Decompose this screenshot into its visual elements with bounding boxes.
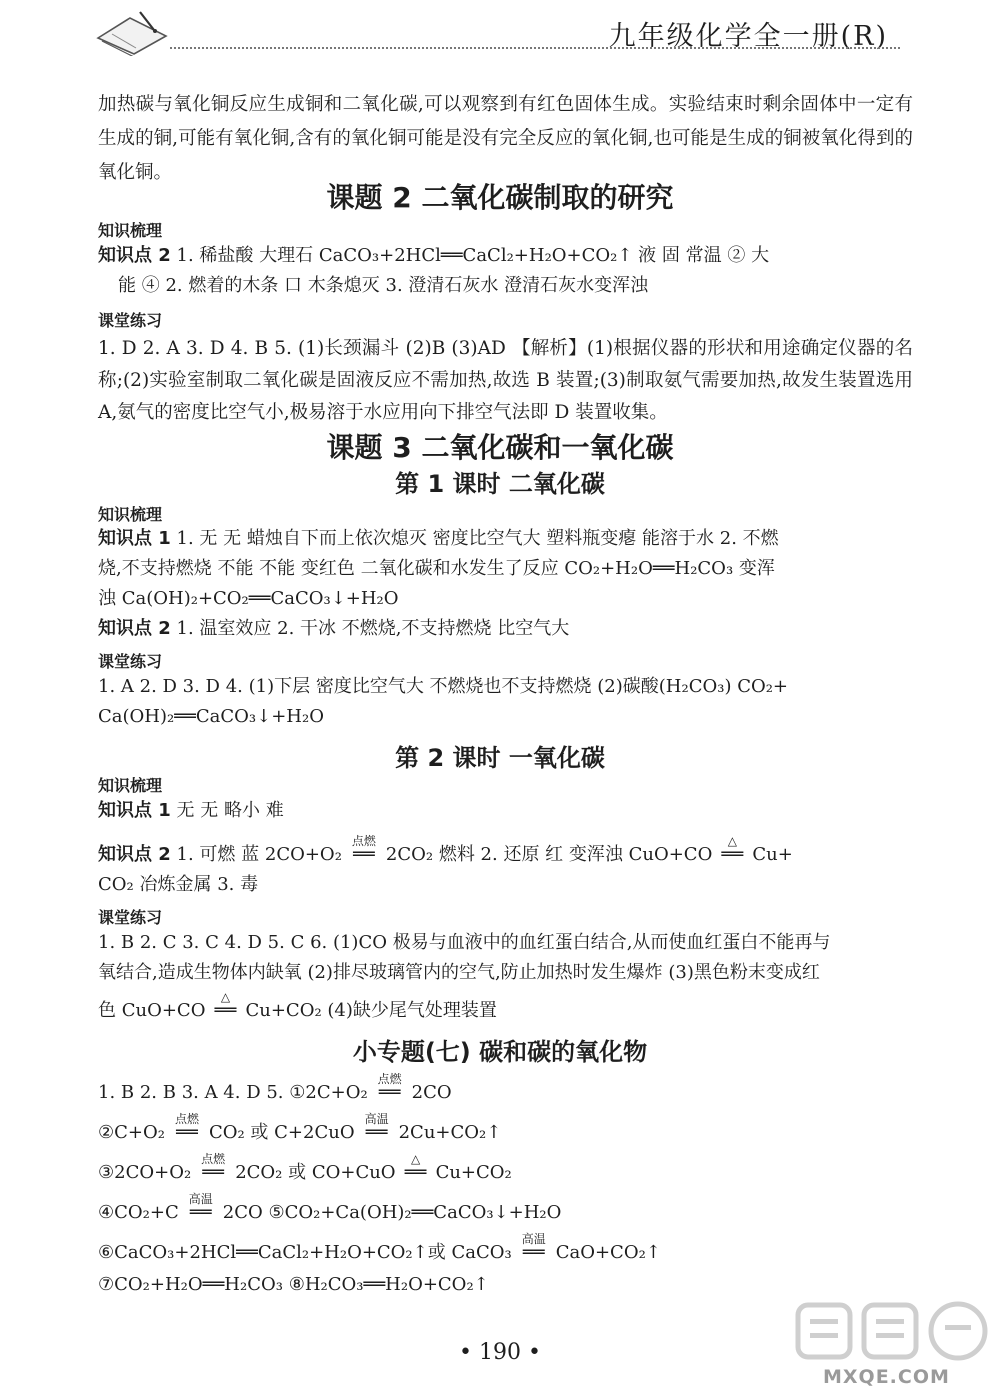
topic2-kp2-label: 知识点 2 — [98, 245, 171, 266]
book-logo-icon — [92, 8, 172, 56]
special7-line5: ⑥CaCO₃+2HCl══CaCl₂+H₂O+CO₂↑或 CaCO₃ 高温 ══ CaO+CO₂↑ — [98, 1238, 661, 1268]
book-title: 九年级化学全一册(R) — [608, 21, 888, 52]
topic2-kp2-text1: 1. 稀盐酸 大理石 CaCO₃+2HCl══CaCl₂+H₂O+CO₂↑ 液 固 常温 ② 大 — [176, 245, 770, 266]
topic3-title: 课题 3 二氧化碳和一氧化碳 — [326, 431, 674, 464]
lesson2-kp2-cond1: 点燃 — [351, 834, 376, 848]
lesson2-practice-label: 课堂练习 — [98, 908, 163, 927]
special7-line2-a: ②C+O₂ — [98, 1122, 165, 1143]
special7-line1: 1. B 2. B 3. A 4. D 5. ①2C+O₂ 点燃 ══ 2CO — [98, 1078, 452, 1108]
lesson2-kp1-line — [98, 796, 284, 826]
watermark-url: MXQE.COM — [823, 1366, 950, 1388]
special7-line6: ⑦CO₂+H₂O══H₂CO₃ ⑧H₂CO₃══H₂O+CO₂↑ — [98, 1274, 489, 1295]
lesson2-kp2-text-b: 2CO₂ 燃料 2. 还原 红 变浑浊 CuO+CO — [385, 844, 713, 865]
special7-line5-b: CaO+CO₂↑ — [555, 1242, 661, 1263]
special7-line5-a: ⑥CaCO₃+2HCl══CaCl₂+H₂O+CO₂↑或 CaCO₃ — [98, 1242, 512, 1263]
special7-line3-b: 2CO₂ 或 CO+CuO — [235, 1162, 396, 1183]
lesson2-kp2-line2: CO₂ 冶炼金属 3. 毒 — [98, 874, 259, 895]
lesson2-practice-line3: 色 CuO+CO △ ══ Cu+CO₂ (4)缺少尾气处理装置 — [98, 996, 497, 1026]
topic2-kp2-line2: 能 ④ 2. 燃着的木条 口 木条熄灭 3. 澄清石灰水 澄清石灰水变浑浊 — [118, 275, 649, 296]
intro-paragraph: 加热碳与氧化铜反应生成铜和二氧化碳,可以观察到有红色固体生成。实验结束时剩余固体中一定有生成的铜,可能有氧化铜,含有的氧化铜可能是没有完全反应的氧化铜,也可能是生成的铜被氧化得到的氧化铜。 — [98, 94, 913, 183]
lesson1-kp2-line — [98, 614, 569, 644]
special7-line3-cond1: 点燃 — [201, 1152, 226, 1166]
lesson2-practice-text-a: 色 CuO+CO — [98, 1000, 206, 1021]
special7-line3-c: Cu+CO₂ — [435, 1162, 512, 1183]
lesson1-knowledge-label: 知识梳理 — [98, 505, 163, 524]
lesson1-kp1-line1 — [98, 524, 779, 554]
lesson2-kp1-text: 无 无 略小 难 — [176, 800, 284, 821]
special7-line5-cond: 高温 — [521, 1232, 546, 1246]
lesson1-title: 第 1 课时 二氧化碳 — [395, 470, 605, 498]
lesson2-title: 第 2 课时 一氧化碳 — [395, 744, 605, 772]
lesson2-kp2-text-c: Cu+ — [752, 844, 793, 865]
topic2-title: 课题 2 二氧化碳制取的研究 — [326, 181, 674, 214]
special7-line2-cond1: 点燃 — [174, 1112, 199, 1126]
special7-line2-cond2: 高温 — [364, 1112, 389, 1126]
special7-line1-a: 1. B 2. B 3. A 4. D 5. ①2C+O₂ — [98, 1082, 368, 1103]
lesson2-practice-line2: 氧结合,造成生物体内缺氧 (2)排尽玻璃管内的空气,防止加热时发生爆炸 (3)黑色粉末变成红 — [98, 962, 820, 983]
special7-line4-a: ④CO₂+C — [98, 1202, 179, 1223]
lesson1-practice-line1: 1. A 2. D 3. D 4. (1)下层 密度比空气大 不燃烧也不支持燃烧 (2)碳酸(H₂CO₃) CO₂+ — [98, 676, 789, 697]
special7-line4: ④CO₂+C 高温 ══ 2CO ⑤CO₂+Ca(OH)₂══CaCO₃↓+H₂O — [98, 1198, 561, 1228]
lesson1-practice-label: 课堂练习 — [98, 652, 163, 671]
lesson2-practice-text-b: Cu+CO₂ (4)缺少尾气处理装置 — [245, 1000, 497, 1021]
topic2-practice-answers: 1. D 2. A 3. D 4. B 5. (1)长颈漏斗 (2)B (3)AD 【解析】(1)根据仪器的形状和用途确定仪器的名称;(2)实验室制取二氧化碳是固液反应不需加热,故选 B 装置;(3)制取氨气需要加热,故发生装置选用 A,氨气的密度比空气小,极易溶于水应用向下排空气法即 D 装置收集。 — [98, 338, 913, 423]
topic2-knowledge-label: 知识梳理 — [98, 221, 163, 240]
lesson1-practice-line2: Ca(OH)₂══CaCO₃↓+H₂O — [98, 706, 324, 727]
special7-line2: ②C+O₂ 点燃 ══ CO₂ 或 C+2CuO 高温 ══ 2Cu+CO₂↑ — [98, 1118, 501, 1148]
topic2-practice-label: 课堂练习 — [98, 311, 163, 330]
special7-line1-b: 2CO — [411, 1082, 452, 1103]
special7-line2-c: 2Cu+CO₂↑ — [398, 1122, 502, 1143]
topic2-kp2-line1 — [98, 241, 769, 271]
lesson1-kp1-text1: 1. 无 无 蜡烛自下而上依次熄灭 密度比空气大 塑料瓶变瘪 能溶于水 2. 不燃 — [176, 528, 779, 549]
special7-line4-b: 2CO ⑤CO₂+Ca(OH)₂══CaCO₃↓+H₂O — [222, 1202, 562, 1223]
lesson2-practice-line1: 1. B 2. C 3. C 4. D 5. C 6. (1)CO 极易与血液中的血红蛋白结合,从而使血红蛋白不能再与 — [98, 932, 831, 953]
lesson2-kp2-label: 知识点 2 — [98, 844, 171, 865]
special7-line2-b: CO₂ 或 C+2CuO — [208, 1122, 355, 1143]
lesson1-kp1-line3: 浊 Ca(OH)₂+CO₂══CaCO₃↓+H₂O — [98, 588, 399, 609]
page-number: • 190 • — [459, 1340, 541, 1365]
special7-line4-cond: 高温 — [188, 1192, 213, 1206]
lesson2-practice-cond: △ — [220, 990, 231, 1004]
lesson2-knowledge-label: 知识梳理 — [98, 776, 163, 795]
lesson2-kp2-line1: 知识点 2 1. 可燃 蓝 2CO+O₂ 点燃 ══ 2CO₂ 燃料 2. 还原 红 变浑浊 CuO+CO △ ══ Cu+ — [98, 840, 793, 870]
special7-line3-a: ③2CO+O₂ — [98, 1162, 192, 1183]
special7-line1-cond: 点燃 — [377, 1072, 402, 1086]
special7-line3: ③2CO+O₂ 点燃 ══ 2CO₂ 或 CO+CuO △ ══ Cu+CO₂ — [98, 1158, 512, 1188]
lesson1-kp2-text: 1. 温室效应 2. 干冰 不燃烧,不支持燃烧 比空气大 — [176, 618, 570, 639]
lesson2-kp2-cond2: △ — [727, 834, 737, 848]
lesson2-kp2-text-a: 1. 可燃 蓝 2CO+O₂ — [176, 844, 342, 865]
lesson1-kp1-line2: 烧,不支持燃烧 不能 不能 变红色 二氧化碳和水发生了反应 CO₂+H₂O══H₂CO₃ 变浑 — [98, 558, 775, 579]
header-divider — [170, 47, 900, 49]
lesson1-kp1-label: 知识点 1 — [98, 528, 171, 549]
lesson2-kp1-label: 知识点 1 — [98, 800, 171, 821]
special7-title: 小专题(七) 碳和碳的氧化物 — [352, 1038, 648, 1066]
special7-line3-cond2: △ — [410, 1152, 421, 1166]
lesson1-kp2-label: 知识点 2 — [98, 618, 171, 639]
